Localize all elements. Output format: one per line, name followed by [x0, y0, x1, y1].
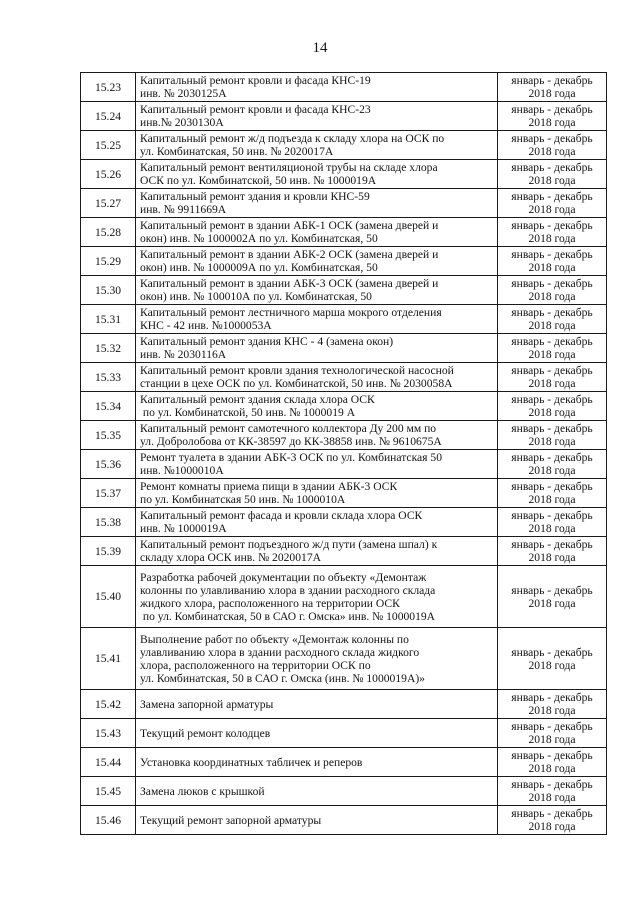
item-period [498, 806, 607, 835]
item-period [498, 748, 607, 777]
item-description [136, 160, 498, 189]
table-row [81, 305, 607, 334]
description-line: ул. Добролобова от КК-38597 до КК-38858 инв. № 9610675А [140, 435, 442, 448]
item-description [136, 537, 498, 566]
item-number: 15.27 [81, 189, 136, 218]
description-line: Разработка рабочей документации по объекту «Демонтаж [140, 570, 427, 584]
period-line: январь - декабрь [511, 219, 593, 232]
item-number: 15.30 [81, 276, 136, 305]
description-line: Капитальный ремонт подъездного ж/д пути (замена шпал) к [140, 538, 438, 551]
period-line: 2018 года [528, 435, 576, 448]
item-number: 15.23 [81, 73, 136, 102]
item-number: 15.32 [81, 334, 136, 363]
description-line: Капитальный ремонт кровли и фасада КНС-23 [140, 103, 371, 116]
description-line: Ремонт комнаты приема пищи в здании АБК-3 ОСК [140, 480, 398, 493]
item-period [498, 363, 607, 392]
description-line: Установка координатных табличек и реперов [140, 755, 363, 769]
period-line: 2018 года [528, 87, 576, 100]
period-line: 2018 года [528, 791, 576, 804]
period-line: январь - декабрь [511, 451, 593, 464]
item-number: 15.25 [81, 131, 136, 160]
description-line: жидкого хлора, расположенного на территории ОСК [140, 596, 400, 610]
item-number: 15.31 [81, 305, 136, 334]
item-number: 15.29 [81, 247, 136, 276]
table-row [81, 628, 607, 690]
item-number: 15.43 [81, 719, 136, 748]
item-period [498, 450, 607, 479]
works-table [80, 72, 607, 835]
table-row [81, 806, 607, 835]
page-number: 14 [312, 40, 328, 56]
item-description [136, 334, 498, 363]
period-line: 2018 года [528, 174, 576, 187]
item-period [498, 566, 607, 628]
period-line: январь - декабрь [511, 645, 593, 659]
period-line: 2018 года [528, 261, 576, 274]
item-description [136, 628, 498, 690]
table-row [81, 102, 607, 131]
period-line: 2018 года [528, 762, 576, 775]
table-row [81, 160, 607, 189]
item-period [498, 719, 607, 748]
table-row [81, 392, 607, 421]
description-line: окон) инв. № 100010А по ул. Комбинатская, 50 [140, 290, 372, 303]
period-line: январь - декабрь [511, 161, 593, 174]
item-number: 15.46 [81, 806, 136, 835]
description-line: КНС - 42 инв. №1000053А [140, 319, 272, 332]
table-row [81, 537, 607, 566]
table-row [81, 450, 607, 479]
item-description [136, 421, 498, 450]
period-line: январь - декабрь [511, 248, 593, 261]
item-period [498, 102, 607, 131]
item-description [136, 748, 498, 777]
item-number: 15.24 [81, 102, 136, 131]
period-line: 2018 года [528, 658, 576, 672]
period-line: январь - декабрь [511, 691, 593, 704]
item-period [498, 777, 607, 806]
item-period [498, 189, 607, 218]
description-line: инв. № 9911669А [140, 203, 227, 216]
description-line: Текущий ремонт колодцев [140, 726, 271, 740]
period-line: январь - декабрь [511, 480, 593, 493]
period-line: 2018 года [528, 733, 576, 746]
period-line: январь - декабрь [511, 306, 593, 319]
description-line: Капитальный ремонт ж/д подъезда к складу хлора на ОСК по [140, 132, 445, 145]
item-number: 15.40 [81, 566, 136, 628]
description-line: инв. № 2030125А [140, 87, 227, 100]
item-description [136, 305, 498, 334]
item-period [498, 628, 607, 690]
item-description [136, 218, 498, 247]
table-row [81, 479, 607, 508]
description-line: Капитальный ремонт здания склада хлора ОСК [140, 393, 375, 406]
description-line: Капитальный ремонт лестничного марша мокрого отделения [140, 306, 442, 319]
description-line: Текущий ремонт запорной арматуры [140, 813, 322, 827]
table-row [81, 566, 607, 628]
description-line: инв.№ 2030130А [140, 116, 224, 129]
description-line: Замена люков с крышкой [140, 784, 265, 798]
description-line: Капитальный ремонт в здании АБК-1 ОСК (замена дверей и [140, 219, 439, 232]
table-row [81, 690, 607, 719]
item-number: 15.39 [81, 537, 136, 566]
description-line: Замена запорной арматуры [140, 697, 274, 711]
description-line: ул. Комбинатская, 50 инв. № 2020017А [140, 145, 334, 158]
period-line: январь - декабрь [511, 190, 593, 203]
table-row [81, 508, 607, 537]
description-line: инв. № 1000019А [140, 522, 227, 535]
description-line: инв. № 2030116А [140, 348, 227, 361]
description-line: по ул. Комбинатской, 50 инв. № 1000019 А [140, 406, 356, 419]
period-line: январь - декабрь [511, 103, 593, 116]
item-description [136, 131, 498, 160]
item-number: 15.26 [81, 160, 136, 189]
item-description [136, 719, 498, 748]
description-line: колонны по улавливанию хлора в здании расходного склада [140, 583, 436, 597]
period-line: январь - декабрь [511, 335, 593, 348]
description-line: Капитальный ремонт самотечного коллектора Ду 200 мм по [140, 422, 437, 435]
period-line: 2018 года [528, 348, 576, 361]
description-line: окон) инв. № 1000009А по ул. Комбинатская, 50 [140, 261, 378, 274]
works-table-body [81, 73, 607, 835]
period-line: январь - декабрь [511, 74, 593, 87]
item-description [136, 363, 498, 392]
item-description [136, 479, 498, 508]
description-line: по ул. Комбинатская, 50 в САО г. Омска» инв. № 1000019А [140, 609, 436, 623]
table-row [81, 247, 607, 276]
period-line: январь - декабрь [511, 778, 593, 791]
description-line: Капитальный ремонт в здании АБК-3 ОСК (замена дверей и [140, 277, 439, 290]
item-period [498, 334, 607, 363]
table-row [81, 73, 607, 102]
description-line: Капитальный ремонт здания КНС - 4 (замена окон) [140, 335, 394, 348]
item-period [498, 508, 607, 537]
period-line: январь - декабрь [511, 132, 593, 145]
item-number: 15.36 [81, 450, 136, 479]
item-description [136, 508, 498, 537]
table-row [81, 719, 607, 748]
item-number: 15.37 [81, 479, 136, 508]
table-row [81, 363, 607, 392]
description-line: Выполнение работ по объекту «Демонтаж колонны по [140, 632, 409, 646]
item-period [498, 690, 607, 719]
description-line: Капитальный ремонт здания и кровли КНС-59 [140, 190, 370, 203]
item-period [498, 160, 607, 189]
period-line: январь - декабрь [511, 583, 593, 597]
item-description [136, 450, 498, 479]
item-period [498, 218, 607, 247]
period-line: январь - декабрь [511, 509, 593, 522]
item-number: 15.45 [81, 777, 136, 806]
item-description [136, 806, 498, 835]
table-row [81, 218, 607, 247]
period-line: 2018 года [528, 290, 576, 303]
table-row [81, 421, 607, 450]
period-line: 2018 года [528, 551, 576, 564]
item-number: 15.42 [81, 690, 136, 719]
item-number: 15.38 [81, 508, 136, 537]
item-description [136, 189, 498, 218]
description-line: станции в цехе ОСК по ул. Комбинатской, 50 инв. № 2030058А [140, 377, 453, 390]
period-line: 2018 года [528, 522, 576, 535]
period-line: январь - декабрь [511, 538, 593, 551]
table-row [81, 276, 607, 305]
item-period [498, 537, 607, 566]
description-line: Капитальный ремонт в здании АБК-2 ОСК (замена дверей и [140, 248, 439, 261]
item-period [498, 479, 607, 508]
table-row [81, 777, 607, 806]
description-line: по ул. Комбинатская 50 инв. № 1000010А [140, 493, 346, 506]
item-period [498, 276, 607, 305]
item-period [498, 247, 607, 276]
item-description [136, 73, 498, 102]
description-line: Капитальный ремонт фасада и кровли склада хлора ОСК [140, 509, 423, 522]
period-line: 2018 года [528, 377, 576, 390]
item-description [136, 777, 498, 806]
description-line: инв. №1000010А [140, 464, 224, 477]
period-line: январь - декабрь [511, 422, 593, 435]
period-line: январь - декабрь [511, 277, 593, 290]
period-line: 2018 года [528, 145, 576, 158]
description-line: складу хлора ОСК инв. № 2020017А [140, 551, 321, 564]
description-line: ул. Комбинатская, 50 в САО г. Омска (инв. № 1000019А)» [140, 671, 425, 685]
description-line: окон) инв. № 1000002А по ул. Комбинатская, 50 [140, 232, 378, 245]
item-description [136, 276, 498, 305]
table-row [81, 748, 607, 777]
description-line: Капитальный ремонт вентиляционой трубы на складе хлора [140, 161, 438, 174]
table-row [81, 334, 607, 363]
item-period [498, 73, 607, 102]
item-period [498, 131, 607, 160]
period-line: 2018 года [528, 596, 576, 610]
period-line: 2018 года [528, 493, 576, 506]
period-line: 2018 года [528, 232, 576, 245]
item-description [136, 102, 498, 131]
period-line: январь - декабрь [511, 807, 593, 820]
item-period [498, 392, 607, 421]
item-number: 15.28 [81, 218, 136, 247]
table-row [81, 131, 607, 160]
table-row [81, 189, 607, 218]
description-line: ОСК по ул. Комбинатской, 50 инв. № 1000019А [140, 174, 377, 187]
item-number: 15.35 [81, 421, 136, 450]
period-line: 2018 года [528, 704, 576, 717]
description-line: Ремонт туалета в здании АБК-3 ОСК по ул. Комбинатская 50 [140, 451, 443, 464]
period-line: январь - декабрь [511, 720, 593, 733]
item-number: 15.44 [81, 748, 136, 777]
description-line: Капитальный ремонт кровли и фасада КНС-19 [140, 74, 371, 87]
item-description [136, 690, 498, 719]
period-line: 2018 года [528, 203, 576, 216]
item-number: 15.33 [81, 363, 136, 392]
description-line: улавливанию хлора в здании расходного склада жидкого [140, 645, 420, 659]
period-line: январь - декабрь [511, 749, 593, 762]
description-line: хлора, расположенного на территории ОСК по [140, 658, 371, 672]
item-period [498, 421, 607, 450]
period-line: 2018 года [528, 406, 576, 419]
period-line: 2018 года [528, 820, 576, 833]
item-description [136, 392, 498, 421]
period-line: 2018 года [528, 116, 576, 129]
item-description [136, 566, 498, 628]
item-number: 15.41 [81, 628, 136, 690]
period-line: 2018 года [528, 464, 576, 477]
item-description [136, 247, 498, 276]
period-line: январь - декабрь [511, 364, 593, 377]
description-line: Капитальный ремонт кровли здания технологической насосной [140, 364, 454, 377]
period-line: 2018 года [528, 319, 576, 332]
item-period [498, 305, 607, 334]
item-number: 15.34 [81, 392, 136, 421]
period-line: январь - декабрь [511, 393, 593, 406]
